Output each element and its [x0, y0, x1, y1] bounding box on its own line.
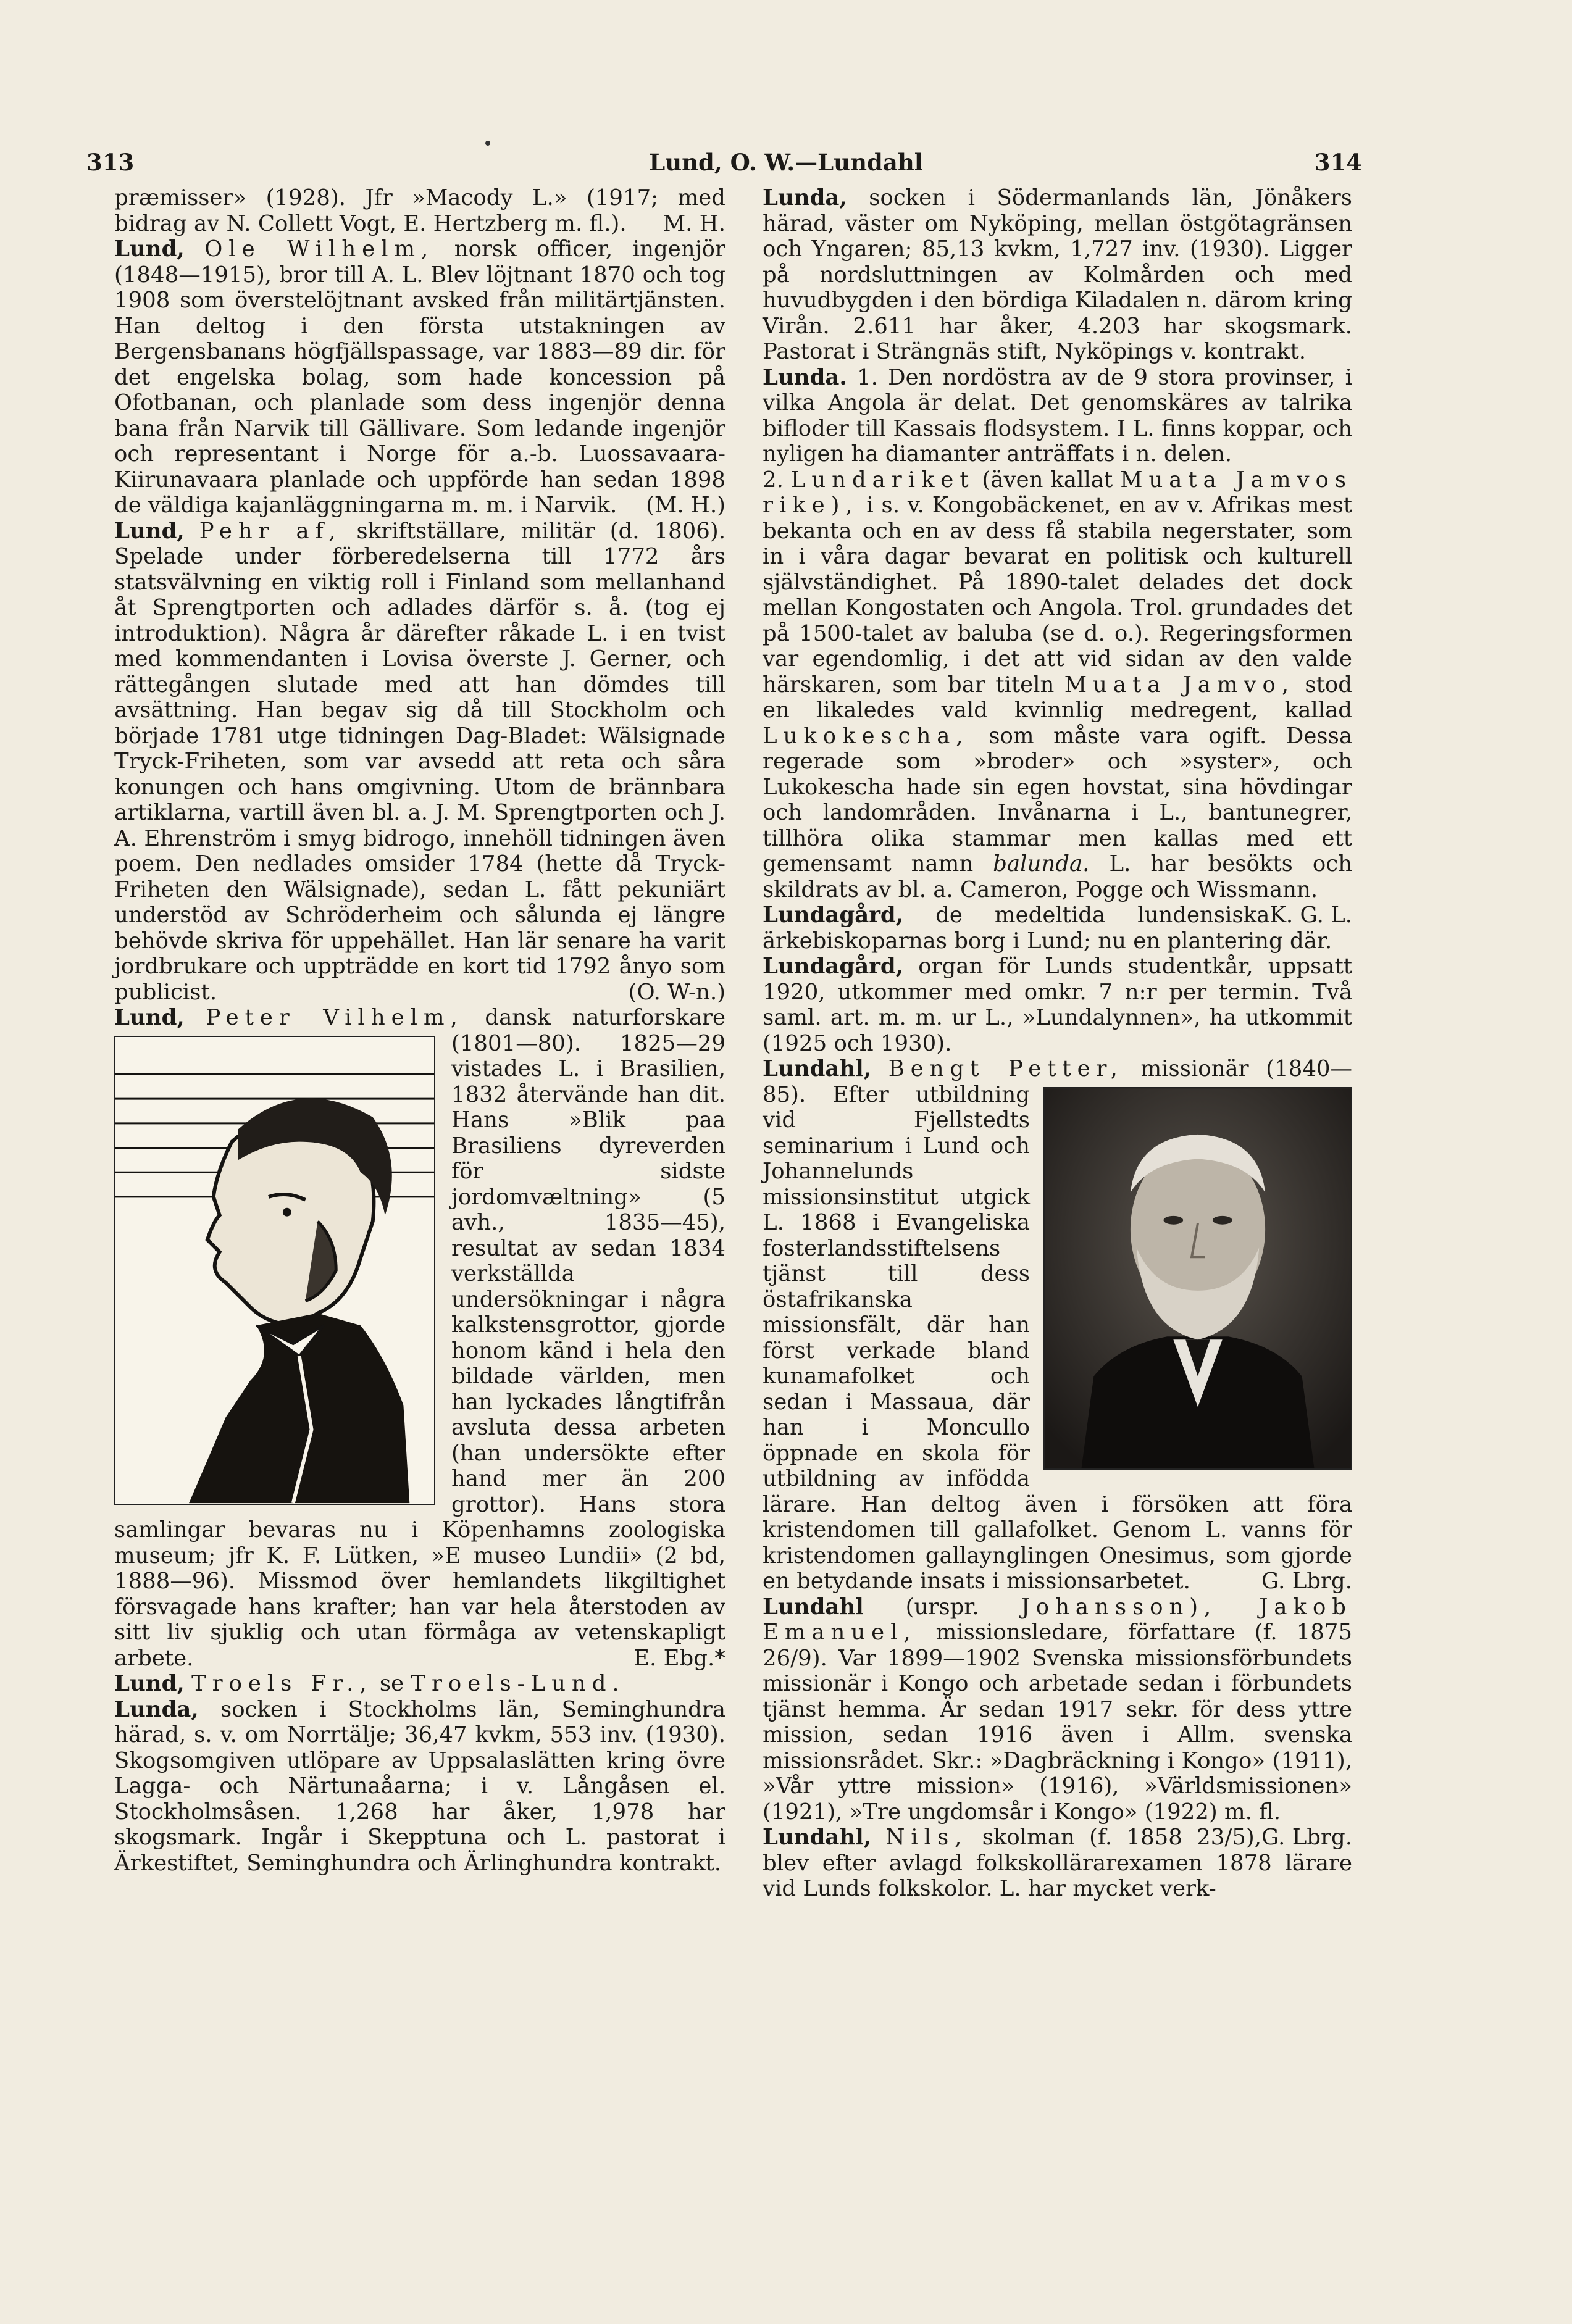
entry-lunda-angola: Lunda. 1. Den nordöstra av de 9 stora provinser, i vilka Angola är delat. Det genomskäres av talrika bifloder till Kassais flodsystem. I L. finns koppar, och nyligen ha diamanter anträffats i n. delen.: [763, 364, 1352, 467]
entry-lundahl-jakob-emanuel: Lundahl (urspr. Johansson), Jakob Emanuel, missionsledare, författare (f. 1875 26/9). Var 1899—1902 Svenska missionsförbundets missionär i Kongo och arbetade sedan i förbundets tjänst hemma. Är sedan 1917 sekr. för dess yttre mission, sedan 1916 även i Allm. svenska missionsrådet. Skr.: »Dagbräckning i Kongo» (1911), »Vår yttre mission» (1916), »Världsmissionen» (1921), »Tre ungdomsår i Kongo» (1922) m. fl. G. Lbrg.: [763, 1594, 1352, 1850]
signature: K. G. L.: [1269, 902, 1352, 928]
entry-name: Muata Jamvo,: [1064, 672, 1295, 698]
entry-name: Troels Fr.,: [191, 1671, 373, 1696]
page-number-right: 314: [1314, 149, 1362, 176]
left-column: [114, 185, 725, 1876]
signature: (M. H.): [646, 493, 725, 518]
entry-name: Lundariket: [790, 467, 975, 493]
running-head: Lund, O. W.—Lundahl: [649, 149, 923, 176]
portrait-photo: [1045, 1088, 1351, 1468]
entry-headword: Lundagård,: [763, 902, 904, 928]
entry-lund-ole-wilhelm: Lund, Ole Wilhelm, norsk officer, ingenjör (1848—1915), bror till A. L. Blev löjtnant 1870 och tog 1908 som överstelöjtnant avsked från militärtjänsten. Han deltog i den första utstakningen av Bergensbanans högfjällspassage, var 1883—89 dir. för det engelska bolag, som hade koncession på Ofotbanan, och planlade som dess ingenjör denna bana från Narvik till Gällivare. Som ledande ingenjör och representant i Norge för a.-b. Luossavaara-Kiirunavaara planlade och uppförde han sedan 1898 de väldiga kajanläggningarna m. m. i Narvik. (M. H.): [114, 236, 725, 518]
entry-headword: Lund,: [114, 236, 185, 262]
entry-name: Lukokescha,: [763, 723, 969, 749]
portrait-lundahl-photo: [1043, 1087, 1352, 1470]
entry-headword: Lund,: [114, 518, 185, 544]
entry-headword: Lunda,: [763, 185, 847, 210]
entry-headword: Lund,: [114, 1005, 185, 1030]
entry-lund-troels: Lund, Troels Fr., se Troels-Lund.: [114, 1671, 625, 1696]
entry-lundagard-borg: Lundagård, de medeltida lundensiska ärkebiskoparnas borg i Lund; nu en plantering där.: [763, 902, 1332, 954]
signature: G. Lbrg.: [1261, 1825, 1352, 1850]
entry-lundagard-organ: Lundagård, organ för Lunds studentkår, uppsatt 1920, utkommer med omkr. 7 n:r per termin. Två saml. art. m. m. ur L., »Lundalynnen», ha utkommit (1925 och 1930).: [763, 954, 1352, 1056]
page-number-left: 313: [86, 149, 135, 176]
entry-lunda-stockholm: Lunda, socken i Stockholms län, Seminghundra härad, s. v. om Norrtälje; 36,47 kvkm, 553 inv. (1930). Skogsomgiven utlöpare av Uppsalaslätten kring övre Lagga- och Närtunaåarna; i v. Långåsen el. Stockholmsåsen. 1,268 har åker, 1,978 har skogsmark. Ingår i Skepptuna och L. pastorat i Ärkestiftet, Seminghundra och Ärlinghundra kontrakt.: [114, 1696, 725, 1876]
entry-headword: Lundahl: [763, 1594, 864, 1620]
entry-headword: Lunda,: [114, 1696, 199, 1722]
entry-lund-peter-vilhelm: Lund, Peter Vilhelm, dansk naturforskare (1801—80). 1825—29 vistades L. i Brasilien, 1832 återvände han dit. Hans »Blik paa Brasiliens dyreverden för sidste jordomvæltning» (5 avh., 1835—45), resultat av sedan 1834 verkställda undersökningar i några kalkstensgrottor, gjorde honom känd i hela den bildade världen, men han lyckades långtifrån avsluta dessa arbeten (han undersökte efter hand mer än 200 grottor). Hans stora samlingar bevaras nu i Köpenhamns zoologiska museum; jfr K. F. Lütken, »E museo Lundii» (2 bd, 1888—96). Missmod över hemlandets likgiltighet försvagade hans krafter; han var hela återstoden av sitt liv sjuklig och utan förmåga av vetenskapligt arbete. E. Ebg.*: [114, 1005, 725, 1671]
entry-lunda-sodermanland: Lunda, socken i Södermanlands län, Jönåkers härad, väster om Nyköping, mellan östgötagränsen och Yngaren; 85,13 kvkm, 1,727 inv. (1930). Ligger på nordsluttningen av Kolmården och med huvudbygden i den bördiga Kiladalen n. därom kring Virån. 2.611 har åker, 4.203 har skogsmark. Pastorat i Strängnäs stift, Nyköpings v. kontrakt.: [763, 185, 1352, 364]
entry-lund-pehr: Lund, Pehr af, skriftställare, militär (d. 1806). Spelade under förberedelserna till 1772 års statsvälvning en viktig roll i Finland som mellanhand åt Sprengtporten och adlades därför s. å. (tog ej introduktion). Några år därefter råkade L. i en tvist med kommendanten i Lovisa överste J. Gerner, och rättegången slutade med att han dömdes till avsättning. Han begav sig då till Stockholm och började 1781 utge tidningen Dag-Bladet: Wälsignade Tryck-Friheten, som var avsedd att reta och såra konungen och hans omgivning. Utom de brännbara artiklarna, vartill även bl. a. J. M. Sprengtporten och J. A. Ehrenström i smyg bidrogo, innehöll tidningen även poem. Den nedlades omsider 1784 (hette då Tryck-Friheten den Wälsignade), sedan L. fått pekuniärt understöd av Schröderheim och sålunda ej längre behövde skriva för uppehället. Han lär senare ha varit jordbrukare och uppträdde en kort tid 1792 ånyo som publicist. (O. W-n.): [114, 518, 725, 1005]
entry-macody: præmisser» (1928). Jfr »Macody L.» (1917; med bidrag av N. Collett Vogt, E. Hertzberg m. fl.). M. H.: [114, 185, 725, 236]
entry-lundariket: 2. Lundariket (även kallat Muata Jamvos rike), i s. v. Kongobäckenet, en av v. Afrikas mest bekanta och en av dess få stabila negerstater, som in i våra dagar bevarat en politisk och kulturell självständighet. På 1890-talet delades det dock mellan Kongostaten och Angola. Trol. grundades det på 1500-talet av baluba (se d. o.). Regeringsformen var egendomlig, i det att vid sidan av den valde härskaren, som bar titeln Muata Jamvo, stod en likaledes vald kvinnlig medregent, kallad Lukokescha, som måste vara ogift. Dessa regerade som »broder» och »syster», och Lukokescha hade sin egen hovstat, sina hövdingar och landområden. Invånarna i L., bantunegrer, tillhöra olika stammar men kallas med ett gemensamt namn balunda. L. har besökts och skildrats av bl. a. Cameron, Pogge och Wissmann. K. G. L.: [763, 467, 1352, 928]
print-mark: [485, 141, 490, 146]
entry-name: Pehr af,: [199, 518, 342, 544]
signature: M. H.: [663, 210, 725, 236]
right-column: [763, 185, 1352, 1902]
entry-lundahl-bengt-petter: Lundahl, Bengt Petter, missionär (1840—85). Efter utbildning vid Fjellstedts seminarium i Lund och Johannelunds missionsinstitut utgick L. 1868 i Evangeliska fosterlandsstiftelsens tjänst till dess östafrikanska missionsfält, där han först verkade bland kunamafolket och sedan i Massaua, där han i Moncullo öppnade en skola för utbildning av infödda lärare. Han deltog även i försöken att föra kristendomen till gallafolket. Genom L. vanns för kristendomen gallaynglingen Onesimus, som gjorde en betydande insats i missionsarbetet. G. Lbrg.: [763, 1056, 1352, 1594]
entry-name: Nils,: [885, 1825, 968, 1850]
entry-headword: Lundahl,: [763, 1056, 872, 1081]
entry-name: Jakob Emanuel,: [763, 1594, 1352, 1645]
entry-headword: Lundahl,: [763, 1825, 872, 1850]
portrait-lund-engraving: [114, 1036, 435, 1505]
entry-lundahl-nils: Lundahl, Nils, skolman (f. 1858 23/5), blev efter avlagd folkskollärarexamen 1878 lärare vid Lunds folkskolor. L. har mycket verk-: [763, 1825, 1352, 1901]
signature: (O. W-n.): [628, 979, 725, 1005]
entry-name: Bengt Petter,: [888, 1056, 1124, 1081]
entry-name: Ole Wilhelm,: [204, 236, 435, 262]
entry-headword: Lunda.: [763, 364, 847, 390]
signature: E. Ebg.*: [633, 1645, 725, 1671]
entry-headword: Lund,: [114, 1671, 185, 1696]
portrait-drawing: [115, 1037, 434, 1504]
entry-name: Peter Vilhelm,: [206, 1005, 464, 1030]
entry-name: Johansson),: [1021, 1594, 1218, 1620]
entry-name: Muata Jamvos rike),: [763, 467, 1352, 518]
cross-reference: Troels-Lund.: [411, 1671, 625, 1696]
signature: G. Lbrg.: [1261, 1568, 1352, 1594]
entry-headword: Lundagård,: [763, 954, 904, 979]
